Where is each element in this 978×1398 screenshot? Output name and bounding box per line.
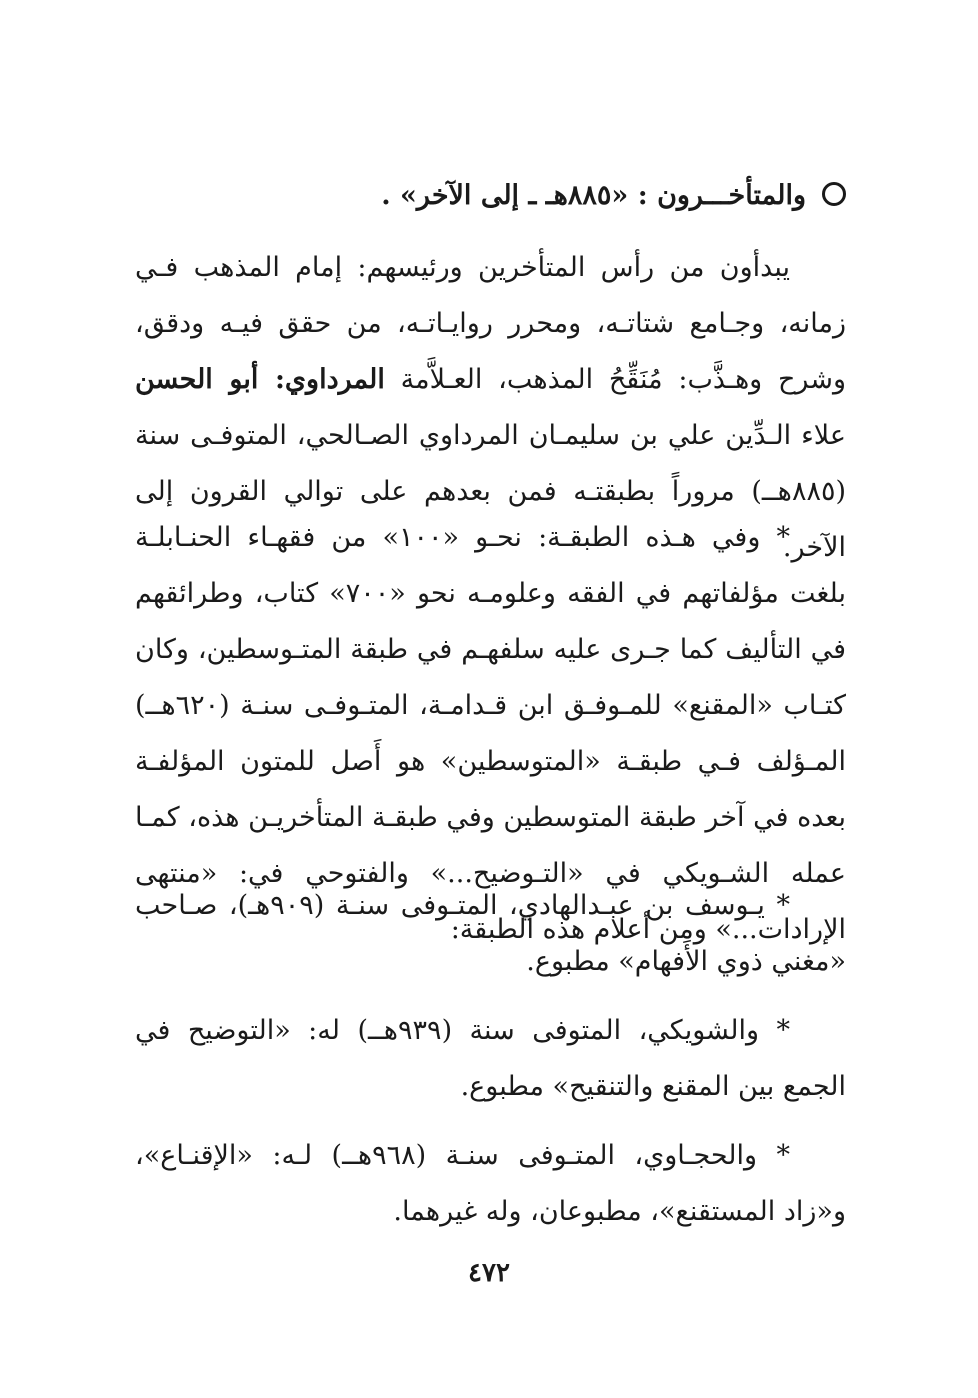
paragraph-ibn-abdulhadi: [135, 878, 846, 990]
paragraph-shuwaiki-text: * والشويكي، المتوفى سنة (٩٣٩هــ) له: «التوضيح في الجمع بين المقنع والتنقيح» مطبوع.: [135, 1015, 846, 1102]
paragraph-shuwaiki: [135, 1003, 846, 1115]
paragraph-ibn-abdulhadi-text: * يـوسف بن عبـدالهادي، المتـوفى سنـة (٩٠٩هـ)، صـاحب «مغني ذوي الأَفهام» مطبوع.: [135, 890, 846, 977]
intro-text-bold-name: المرداوي: أبو الحسن: [135, 364, 385, 395]
intro-text-part-2: علاء الـدِّين علي بن سليمـان المرداوي الصـالحي، المتوفـى سنة (٨٨٥هــ) مروراً بطبقتـه فمن بعدهم على توالي القرون إلى الآخر.: [135, 420, 846, 563]
paragraph-hajjawi-text: * والحجـاوي، المتـوفى سنـة (٩٦٨هــ) لـه: «الإقنـاع»، و«زاد المستقنع»، مطبوعان، وله غيرهما.: [135, 1140, 846, 1227]
paragraph-hajjawi: [135, 1128, 846, 1240]
section-heading: [135, 168, 846, 224]
circle-bullet-icon: [822, 182, 846, 206]
paragraph-tabaqa-text: * وفي هـذه الطبقـة: نحـو «١٠٠» من فقهـاء الحنـابلـة بلغت مؤلفاتهم في الفقه وعلومـه نحو «٧٠٠» كتاب، وطرائقهم في التأليف كما جـرى عليه سلفهـم في طبقة المتـوسطين، وكان كتـاب «المقنع» للمـوفـق ابن قـدامـة، المتـوفـى سنـة (٦٢٠هــ) المـؤلف فـي طبقـة «المتوسطين» هو أَصل للمتون المؤلفـة بعده في آخر طبقة المتوسطين وفي طبقـة المتأخريـن هذه، كمـا عمله الشـويكي في «التـوضيح...» والفتوحي في: «منتهى الإرادات...» ومن أعلام هذه الطبقة:: [135, 522, 846, 945]
intro-text-part-1: يبدأون من رأس المتأخرين ورئيسهم: إمام المذهب فـي زمانه، وجـامع شتاتـه، ومحرر روايـاتـه، من حقق فيـه ودقق، وشرح وهـذَّب: مُنَقِّحُ المذهب، العـلاَّمة: [135, 252, 846, 395]
section-heading-text: والمتأخـــرون : «٨٨٥هـ ـ إلى الآخر» .: [381, 180, 806, 211]
page-number: ٤٧٢: [468, 1258, 510, 1288]
